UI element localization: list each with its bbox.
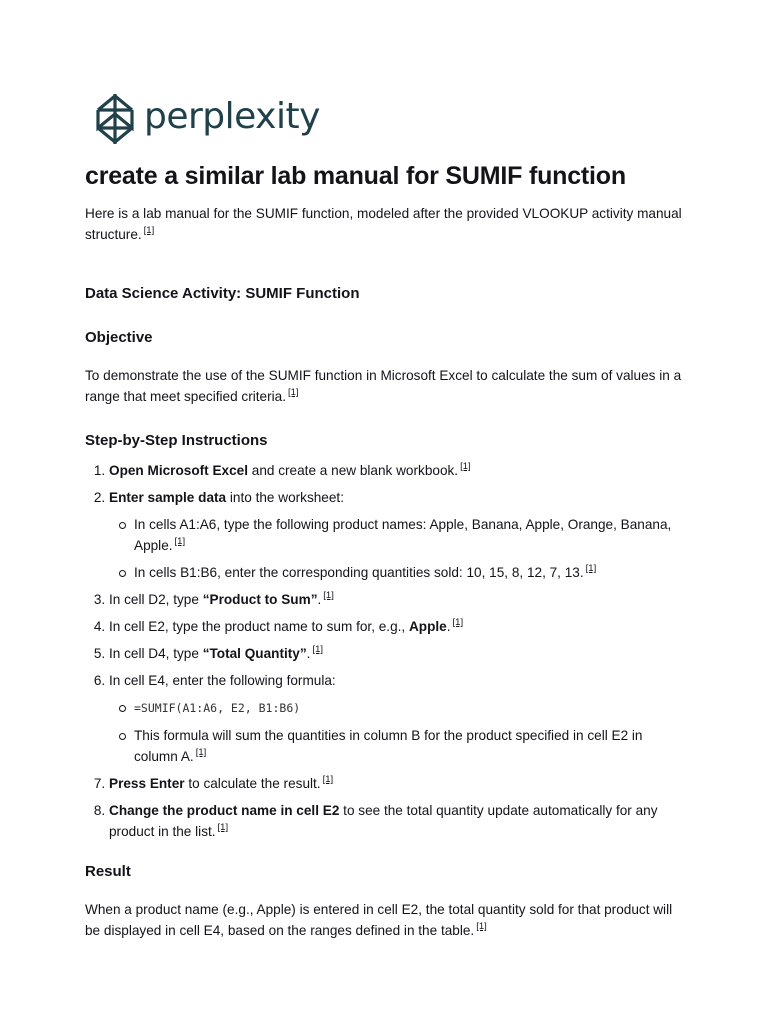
sub-list-item: This formula will sum the quantities in column B for the product specified in cell E2 in column A. [1]	[134, 725, 685, 767]
step-item: 7. Press Enter to calculate the result. [1]	[109, 773, 685, 794]
brand-logo	[94, 92, 320, 146]
activity-heading: Data Science Activity: SUMIF Function	[85, 285, 360, 302]
step-item: 1. Open Microsoft Excel and create a new blank workbook. [1]	[109, 460, 685, 481]
step-item: 8. Change the product name in cell E2 to see the total quantity update automatically for any product in the list. [1]	[109, 800, 685, 842]
step-item: 6. In cell E4, enter the following formula: =SUMIF(A1:A6, E2, B1:B6) This formula will sum the quantities in column B for the product specified in cell E2 in column A. [1]	[109, 670, 685, 767]
citation-link[interactable]: [1]	[476, 921, 487, 932]
citation-link[interactable]: [1]	[323, 590, 334, 601]
objective-text: To demonstrate the use of the SUMIF function in Microsoft Excel to calculate the sum of values in a range that meet specified criteria. [1]	[85, 368, 682, 404]
brand-name: perplexity	[144, 96, 320, 137]
citation-link[interactable]: [1]	[312, 644, 324, 655]
citation-link[interactable]: [1]	[195, 747, 207, 758]
citation-link[interactable]: [1]	[143, 225, 155, 236]
answer-body	[85, 203, 685, 941]
citation-link[interactable]: [1]	[174, 536, 186, 547]
sub-list	[109, 514, 685, 583]
result-text: When a product name (e.g., Apple) is entered in cell E2, the total quantity sold for that product will be displayed in cell E4, based on the ranges defined in the table. [1]	[85, 902, 673, 938]
step-item: 3. In cell D2, type “Product to Sum”. [1]	[109, 589, 685, 610]
steps-heading: Step-by-Step Instructions	[85, 432, 268, 449]
citation-link[interactable]: [1]	[585, 563, 597, 574]
formula-code: =SUMIF(A1:A6, E2, B1:B6)	[134, 701, 301, 715]
citation-link[interactable]: [1]	[288, 387, 299, 398]
page-title: create a similar lab manual for SUMIF function	[85, 162, 626, 190]
step-item: 5. In cell D4, type “Total Quantity”. [1]	[109, 643, 685, 664]
steps-list	[85, 460, 685, 842]
step-item: 4. In cell E2, type the product name to sum for, e.g., Apple. [1]	[109, 616, 685, 637]
result-heading: Result	[85, 863, 131, 880]
sub-list-item	[134, 697, 685, 719]
citation-link[interactable]: [1]	[460, 461, 471, 472]
perplexity-logo-icon	[94, 92, 136, 146]
sub-list-item: In cells B1:B6, enter the corresponding quantities sold: 10, 15, 8, 12, 7, 13. [1]	[134, 562, 685, 583]
sub-list	[109, 697, 685, 767]
objective-heading: Objective	[85, 329, 153, 346]
intro-paragraph: Here is a lab manual for the SUMIF function, modeled after the provided VLOOKUP activity manual structure. [1]	[85, 206, 682, 242]
citation-link[interactable]: [1]	[322, 774, 334, 785]
citation-link[interactable]: [1]	[217, 822, 229, 833]
sub-list-item: In cells A1:A6, type the following product names: Apple, Banana, Apple, Orange, Banana, Apple. [1]	[134, 514, 685, 556]
step-item: 2. Enter sample data into the worksheet: In cells A1:A6, type the following product names: Apple, Banana, Apple, Orange, Banana, Apple. [1] In cells B1:B6, enter the corresponding quantities sold: 10, 15, 8, 12, 7, 13. [1]	[109, 487, 685, 583]
citation-link[interactable]: [1]	[452, 617, 464, 628]
